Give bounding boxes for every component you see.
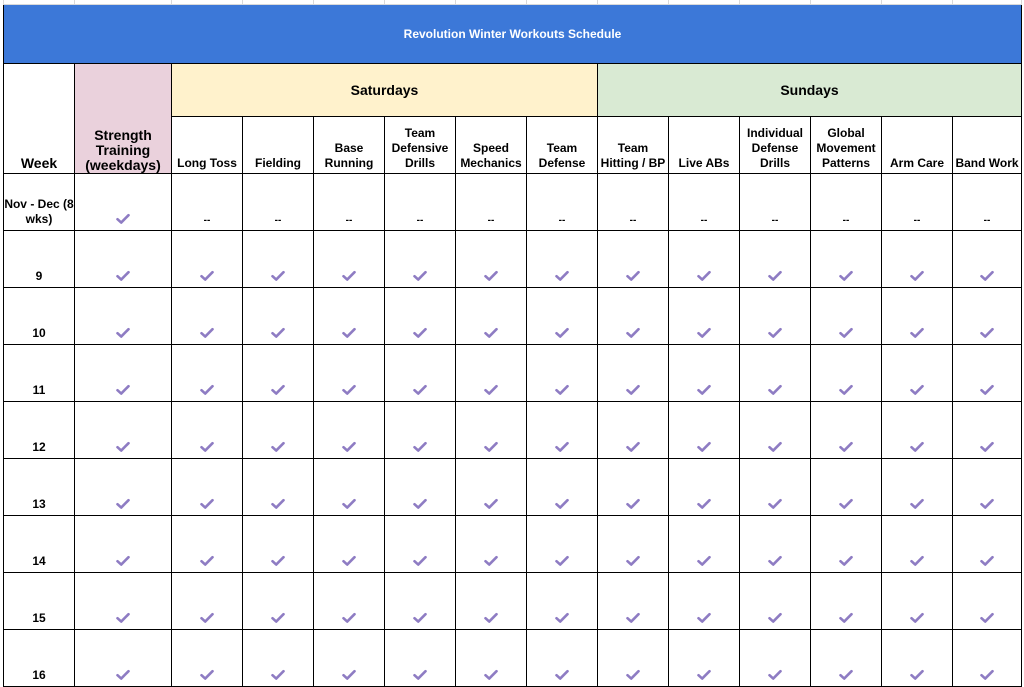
checkmark-icon [697,498,711,510]
schedule-cell[interactable] [953,573,1022,630]
schedule-cell[interactable] [953,516,1022,573]
checkmark-icon [200,498,214,510]
schedule-cell[interactable] [740,231,811,288]
schedule-cell[interactable] [953,459,1022,516]
checkmark-icon [271,441,285,453]
week-cell[interactable]: 12 [4,402,75,459]
schedule-cell[interactable] [456,174,527,231]
schedule-cell[interactable] [314,516,385,573]
column-header[interactable]: Team Defensive Drills [385,117,456,174]
strength-cell[interactable] [75,174,172,231]
schedule-cell[interactable] [456,345,527,402]
checkmark-icon [271,327,285,339]
schedule-cell[interactable] [172,459,243,516]
schedule-cell[interactable] [740,459,811,516]
schedule-cell[interactable] [385,459,456,516]
schedule-cell[interactable] [740,630,811,687]
schedule-cell[interactable] [740,345,811,402]
schedule-cell[interactable] [527,402,598,459]
checkmark-icon [484,669,498,681]
checkmark-icon [626,441,640,453]
checkmark-icon [271,270,285,282]
checkmark-icon [200,555,214,567]
strength-cell[interactable] [75,573,172,630]
schedule-cell[interactable] [314,573,385,630]
schedule-cell[interactable] [811,459,882,516]
checkmark-icon [413,270,427,282]
checkmark-icon [116,612,130,624]
column-header[interactable]: Live ABs [669,117,740,174]
checkmark-icon [697,270,711,282]
checkmark-icon [555,669,569,681]
schedule-cell[interactable] [740,402,811,459]
table-row [4,231,1022,288]
schedule-cell[interactable] [740,174,811,231]
schedule-cell[interactable] [172,630,243,687]
checkmark-icon [484,384,498,396]
column-header[interactable]: Base Running [314,117,385,174]
schedule-cell[interactable] [385,573,456,630]
schedule-cell[interactable] [172,231,243,288]
schedule-cell[interactable] [953,288,1022,345]
schedule-cell[interactable] [811,345,882,402]
checkmark-icon [980,270,994,282]
checkmark-icon [116,213,130,225]
schedule-cell[interactable] [527,231,598,288]
table-row [4,630,1022,687]
checkmark-icon [484,612,498,624]
schedule-cell[interactable] [882,630,953,687]
schedule-cell[interactable] [669,459,740,516]
schedule-cell[interactable] [314,231,385,288]
checkmark-icon [271,612,285,624]
checkmark-icon [697,555,711,567]
strength-cell[interactable] [75,345,172,402]
schedule-cell[interactable] [953,174,1022,231]
schedule-cell[interactable] [669,630,740,687]
checkmark-icon [839,612,853,624]
schedule-cell[interactable] [172,345,243,402]
schedule-cell[interactable] [527,516,598,573]
checkmark-icon [342,612,356,624]
schedule-cell[interactable] [740,288,811,345]
checkmark-icon [768,498,782,510]
schedule-cell[interactable] [314,402,385,459]
checkmark-icon [697,669,711,681]
week-cell[interactable]: 11 [4,345,75,402]
empty-dash: -- [274,215,282,226]
checkmark-icon [484,327,498,339]
schedule-cell[interactable] [314,174,385,231]
checkmark-icon [910,327,924,339]
checkmark-icon [200,669,214,681]
checkmark-icon [342,555,356,567]
checkmark-icon [484,498,498,510]
column-header[interactable]: Team Defense [527,117,598,174]
checkmark-icon [271,384,285,396]
schedule-cell[interactable] [456,630,527,687]
schedule-cell[interactable] [314,345,385,402]
checkmark-icon [768,384,782,396]
table-row [4,402,1022,459]
checkmark-icon [484,555,498,567]
week-cell[interactable]: 15 [4,573,75,630]
schedule-cell[interactable] [172,402,243,459]
checkmark-icon [626,327,640,339]
column-header[interactable]: Individual Defense Drills [740,117,811,174]
checkmark-icon [413,384,427,396]
schedule-cell[interactable] [456,288,527,345]
checkmark-icon [271,555,285,567]
checkmark-icon [910,441,924,453]
schedule-cell[interactable] [456,516,527,573]
schedule-cell[interactable] [669,345,740,402]
checkmark-icon [555,498,569,510]
checkmark-icon [200,441,214,453]
table-row [4,174,1022,231]
checkmark-icon [768,612,782,624]
schedule-cell[interactable] [598,459,669,516]
schedule-table [3,0,1022,687]
schedule-cell[interactable] [598,516,669,573]
checkmark-icon [555,612,569,624]
schedule-cell[interactable] [456,459,527,516]
table-row [4,345,1022,402]
schedule-cell[interactable] [669,573,740,630]
schedule-cell[interactable] [243,345,314,402]
checkmark-icon [555,327,569,339]
column-header[interactable]: Arm Care [882,117,953,174]
schedule-cell[interactable] [811,573,882,630]
schedule-cell[interactable] [243,402,314,459]
checkmark-icon [839,669,853,681]
schedule-cell[interactable] [527,345,598,402]
checkmark-icon [342,498,356,510]
schedule-cell[interactable] [882,231,953,288]
checkmark-icon [980,669,994,681]
checkmark-icon [413,498,427,510]
checkmark-icon [626,555,640,567]
strength-cell[interactable] [75,459,172,516]
checkmark-icon [555,555,569,567]
checkmark-icon [413,612,427,624]
column-header[interactable]: Fielding [243,117,314,174]
checkmark-icon [910,669,924,681]
schedule-cell[interactable] [882,345,953,402]
checkmark-icon [271,498,285,510]
sundays-group-header[interactable]: Sundays [598,64,1022,117]
checkmark-icon [910,270,924,282]
schedule-cell[interactable] [811,288,882,345]
schedule-cell[interactable] [243,573,314,630]
empty-dash: -- [558,215,566,226]
checkmark-icon [271,669,285,681]
checkmark-icon [910,384,924,396]
checkmark-icon [116,327,130,339]
schedule-cell[interactable] [882,573,953,630]
table-row [4,459,1022,516]
schedule-cell[interactable] [811,402,882,459]
schedule-cell[interactable] [456,231,527,288]
checkmark-icon [116,270,130,282]
checkmark-icon [200,327,214,339]
schedule-cell[interactable] [953,345,1022,402]
schedule-cell[interactable] [669,516,740,573]
schedule-cell[interactable] [172,573,243,630]
schedule-cell[interactable] [598,345,669,402]
schedule-cell[interactable] [598,231,669,288]
schedule-cell[interactable] [882,459,953,516]
week-cell[interactable]: 10 [4,288,75,345]
schedule-cell[interactable] [527,459,598,516]
week-cell[interactable]: 14 [4,516,75,573]
checkmark-icon [555,270,569,282]
checkmark-icon [839,384,853,396]
empty-dash: -- [629,215,637,226]
checkmark-icon [910,555,924,567]
checkmark-icon [116,498,130,510]
column-header[interactable]: Team Hitting / BP [598,117,669,174]
week-header[interactable]: Week [4,64,75,174]
table-row [4,573,1022,630]
week-cell[interactable]: 16 [4,630,75,687]
saturdays-group-header[interactable]: Saturdays [172,64,598,117]
schedule-cell[interactable] [456,573,527,630]
schedule-cell[interactable] [669,402,740,459]
checkmark-icon [200,384,214,396]
week-cell[interactable]: 13 [4,459,75,516]
checkmark-icon [910,498,924,510]
checkmark-icon [342,384,356,396]
checkmark-icon [342,270,356,282]
checkmark-icon [980,384,994,396]
schedule-cell[interactable] [882,288,953,345]
schedule-title[interactable]: Revolution Winter Workouts Schedule [4,5,1022,64]
schedule-cell[interactable] [527,174,598,231]
schedule-cell[interactable] [385,345,456,402]
schedule-cell[interactable] [314,630,385,687]
checkmark-icon [768,555,782,567]
schedule-cell[interactable] [953,630,1022,687]
schedule-cell[interactable] [314,288,385,345]
schedule-cell[interactable] [669,288,740,345]
checkmark-icon [116,669,130,681]
schedule-cell[interactable] [172,288,243,345]
strength-cell[interactable] [75,231,172,288]
strength-cell[interactable] [75,288,172,345]
schedule-cell[interactable] [882,516,953,573]
checkmark-icon [116,441,130,453]
checkmark-icon [697,327,711,339]
checkmark-icon [697,441,711,453]
strength-cell[interactable] [75,630,172,687]
checkmark-icon [980,612,994,624]
table-row [4,516,1022,573]
column-header[interactable]: Band Work [953,117,1022,174]
column-header[interactable]: Global Movement Patterns [811,117,882,174]
checkmark-icon [200,612,214,624]
checkmark-icon [980,441,994,453]
empty-dash: -- [487,215,495,226]
empty-dash: -- [345,215,353,226]
checkmark-icon [626,498,640,510]
checkmark-icon [413,441,427,453]
checkmark-icon [768,270,782,282]
checkmark-icon [555,384,569,396]
strength-training-header[interactable]: Strength Training (weekdays) [75,64,172,174]
checkmark-icon [342,441,356,453]
schedule-cell[interactable] [385,630,456,687]
schedule-cell[interactable] [811,174,882,231]
empty-dash: -- [983,215,991,226]
column-header[interactable]: Long Toss [172,117,243,174]
checkmark-icon [768,441,782,453]
checkmark-icon [839,270,853,282]
checkmark-icon [413,555,427,567]
checkmark-icon [839,498,853,510]
schedule-cell[interactable] [811,516,882,573]
schedule-cell[interactable] [953,231,1022,288]
schedule-cell[interactable] [953,402,1022,459]
checkmark-icon [697,384,711,396]
schedule-cell[interactable] [598,288,669,345]
schedule-cell[interactable] [882,174,953,231]
checkmark-icon [980,327,994,339]
schedule-cell[interactable] [385,402,456,459]
schedule-cell[interactable] [811,231,882,288]
checkmark-icon [413,669,427,681]
schedule-cell[interactable] [243,288,314,345]
schedule-cell[interactable] [385,288,456,345]
schedule-cell[interactable] [172,516,243,573]
schedule-cell[interactable] [598,174,669,231]
schedule-cell[interactable] [527,288,598,345]
empty-dash: -- [203,215,211,226]
checkmark-icon [980,555,994,567]
table-row [4,288,1022,345]
week-cell[interactable]: Nov - Dec (8 wks) [4,174,75,231]
checkmark-icon [839,555,853,567]
checkmark-icon [839,441,853,453]
empty-dash: -- [700,215,708,226]
schedule-cell[interactable] [598,402,669,459]
strength-cell[interactable] [75,516,172,573]
checkmark-icon [342,327,356,339]
week-cell[interactable]: 9 [4,231,75,288]
schedule-cell[interactable] [740,516,811,573]
schedule-cell[interactable] [669,174,740,231]
schedule-cell[interactable] [243,459,314,516]
checkmark-icon [626,612,640,624]
checkmark-icon [200,270,214,282]
checkmark-icon [116,555,130,567]
checkmark-icon [484,441,498,453]
schedule-cell[interactable] [243,630,314,687]
checkmark-icon [484,270,498,282]
checkmark-icon [116,384,130,396]
checkmark-icon [413,327,427,339]
checkmark-icon [980,498,994,510]
checkmark-icon [768,327,782,339]
schedule-cell[interactable] [172,174,243,231]
schedule-cell[interactable] [385,231,456,288]
schedule-cell[interactable] [314,459,385,516]
checkmark-icon [768,669,782,681]
empty-dash: -- [416,215,424,226]
schedule-cell[interactable] [385,516,456,573]
strength-cell[interactable] [75,402,172,459]
schedule-cell[interactable] [243,174,314,231]
checkmark-icon [697,612,711,624]
checkmark-icon [626,270,640,282]
schedule-cell[interactable] [598,630,669,687]
empty-dash: -- [771,215,779,226]
schedule-cell[interactable] [385,174,456,231]
schedule-cell[interactable] [598,573,669,630]
schedule-cell[interactable] [669,231,740,288]
empty-dash: -- [842,215,850,226]
checkmark-icon [342,669,356,681]
schedule-cell[interactable] [527,573,598,630]
schedule-cell[interactable] [811,630,882,687]
schedule-cell[interactable] [882,402,953,459]
checkmark-icon [626,669,640,681]
schedule-cell[interactable] [740,573,811,630]
checkmark-icon [910,612,924,624]
checkmark-icon [839,327,853,339]
column-header[interactable]: Speed Mechanics [456,117,527,174]
checkmark-icon [555,441,569,453]
schedule-cell[interactable] [243,231,314,288]
schedule-cell[interactable] [456,402,527,459]
schedule-cell[interactable] [243,516,314,573]
checkmark-icon [626,384,640,396]
schedule-cell[interactable] [527,630,598,687]
empty-dash: -- [913,215,921,226]
